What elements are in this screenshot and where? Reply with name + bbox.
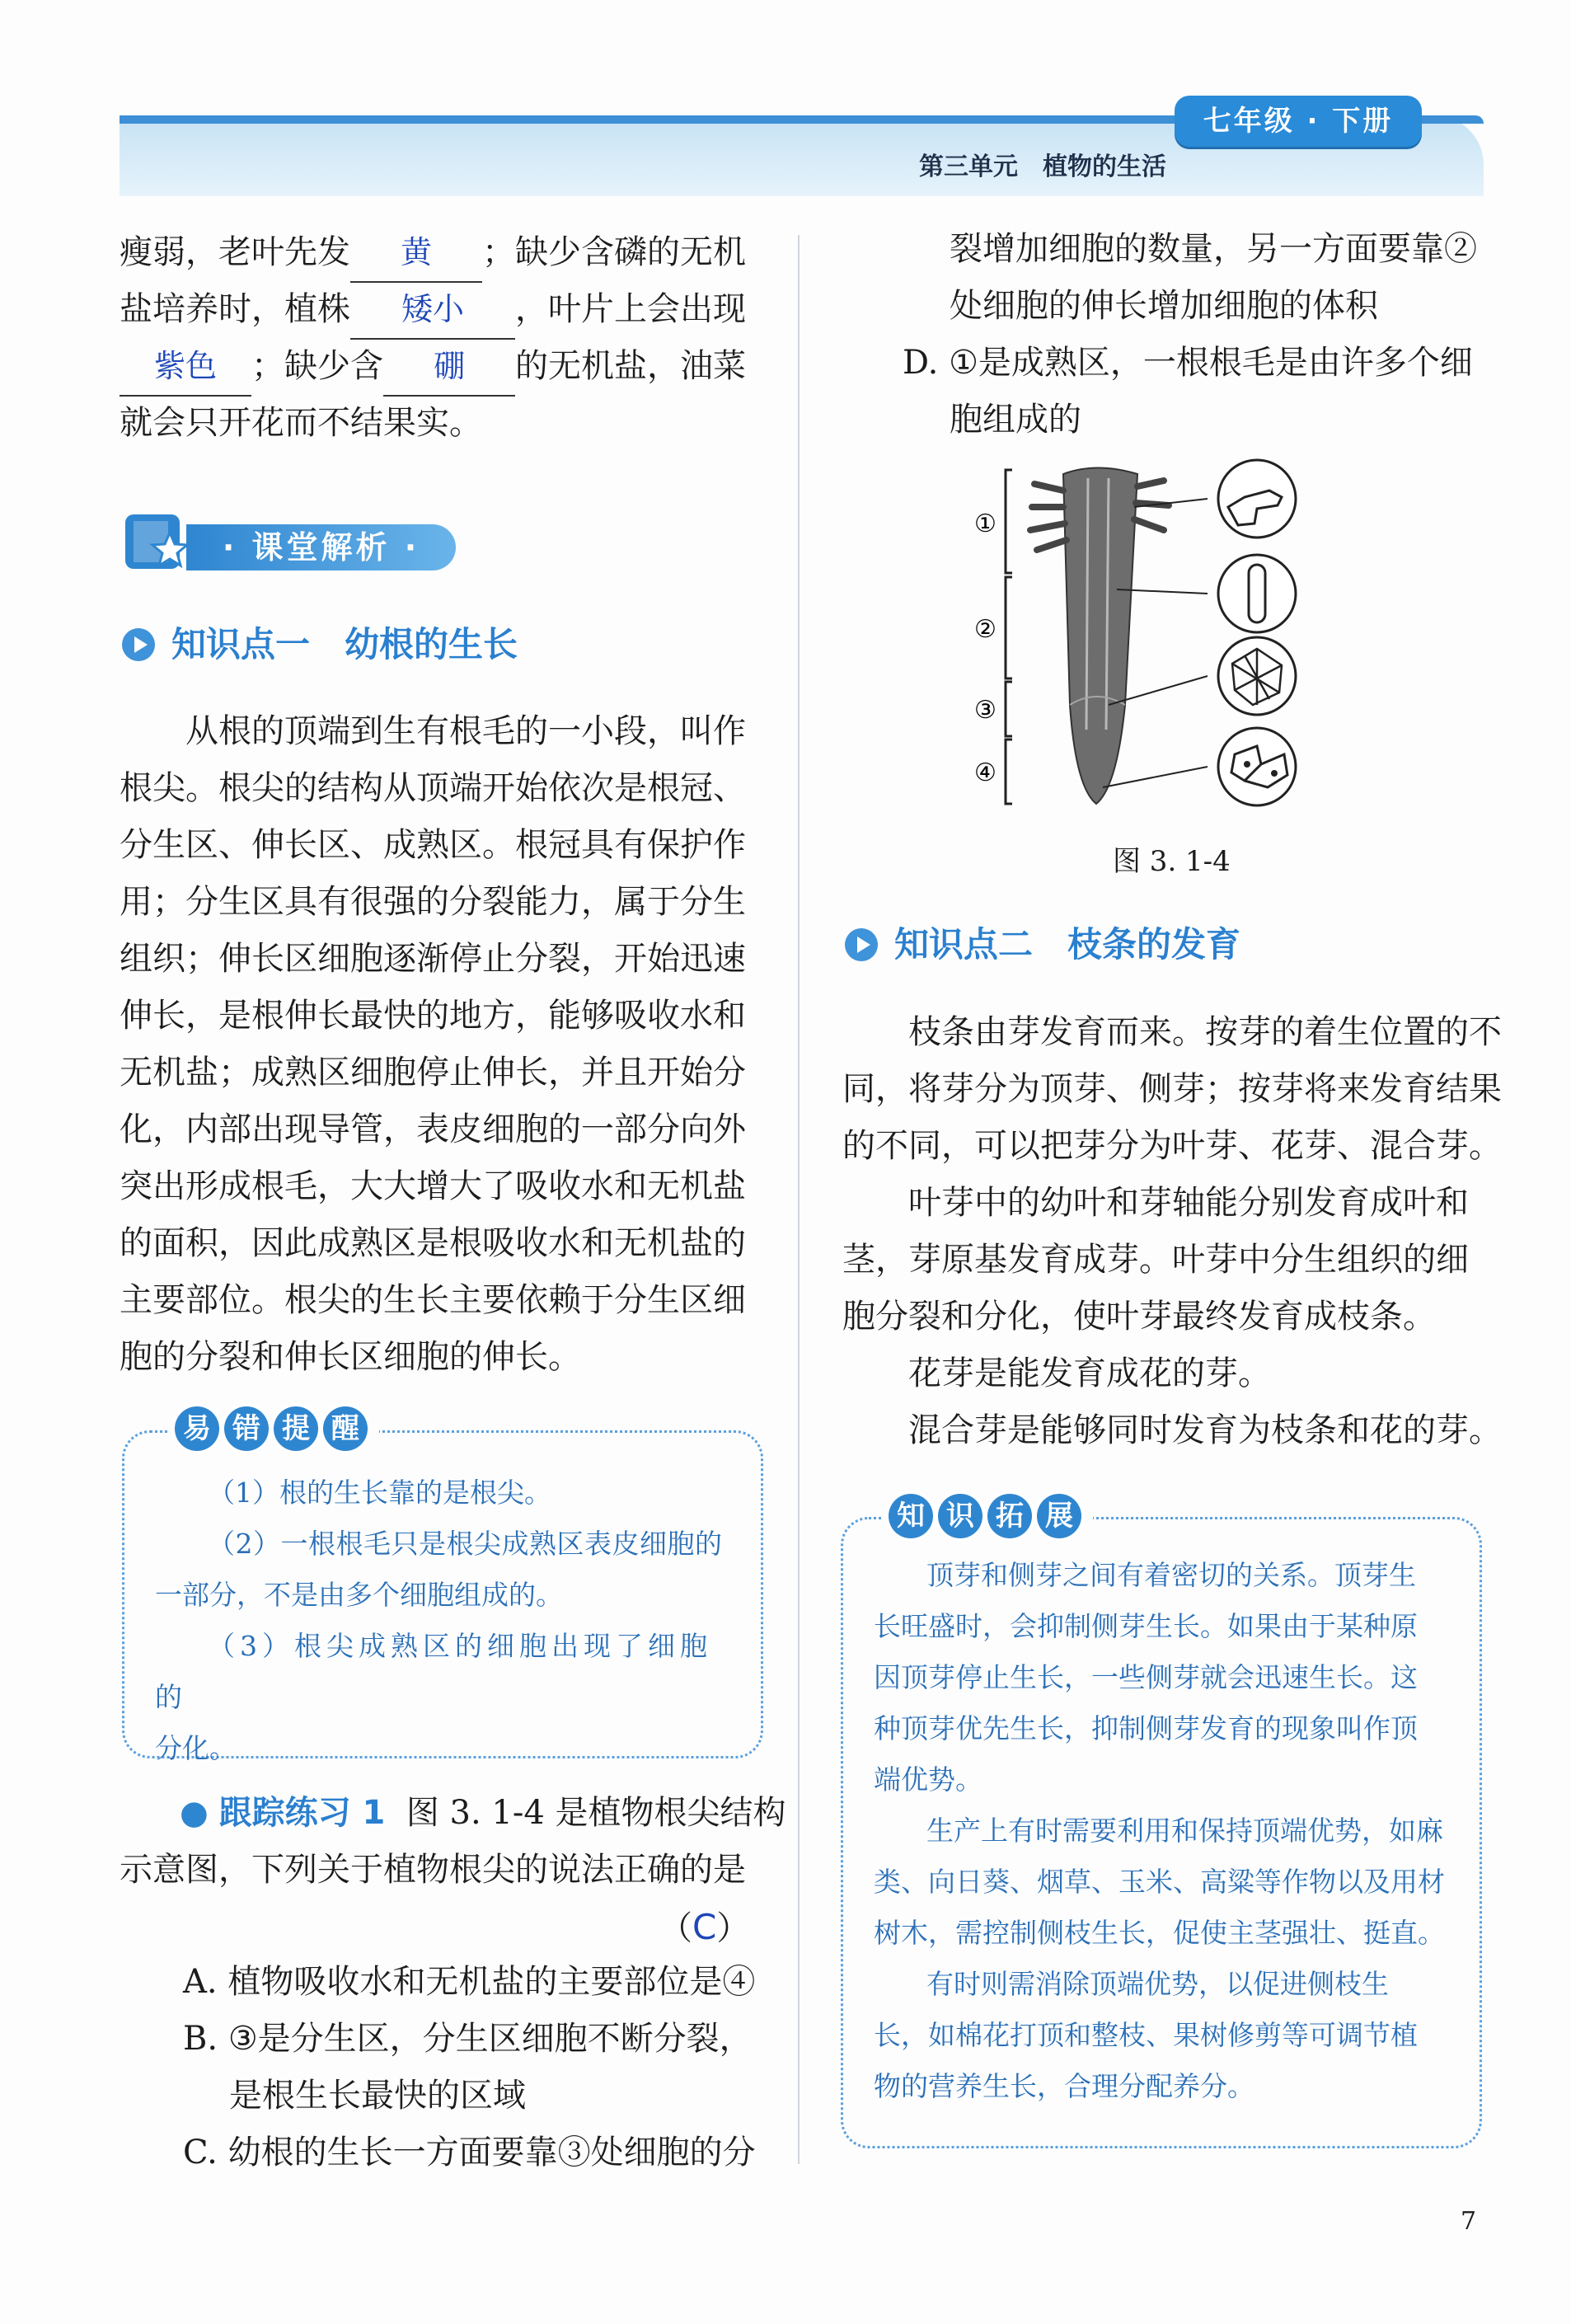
paragraph-line: 的不同，可以把芽分为叶芽、花芽、混合芽。 xyxy=(842,1127,1502,1165)
figure-caption: 图 3. 1-4 xyxy=(1113,845,1231,878)
mistake-line: 一部分，不是由多个细胞组成的。 xyxy=(155,1579,563,1611)
paragraph-line: 同，将芽分为顶芽、侧芽；按芽将来发育结果 xyxy=(842,1070,1502,1108)
expand-box-title xyxy=(882,1494,1093,1538)
badge-char: 提 xyxy=(274,1406,318,1451)
fill-line-4: 就会只开花而不结果实。 xyxy=(120,404,482,442)
expand-line: 生产上有时需要利用和保持顶端优势，如麻 xyxy=(926,1815,1443,1847)
exercise-stem-1 xyxy=(180,1785,786,1842)
option-c-cont-2: 处细胞的伸长增加细胞的体积 xyxy=(950,287,1378,325)
root-tip-figure xyxy=(973,458,1360,845)
paragraph-line: 从根的顶端到生有根毛的一小段，叫作 xyxy=(185,712,746,750)
paragraph-line: 无机盐；成熟区细胞停止伸长，并且开始分 xyxy=(120,1054,746,1092)
blank-4: 硼 xyxy=(383,338,515,397)
paren-open: （ xyxy=(659,1909,692,1947)
expand-line: 端优势。 xyxy=(874,1763,982,1796)
kp2-heading: 知识点二 枝条的发育 xyxy=(845,920,1339,970)
badge-char: 识 xyxy=(938,1494,982,1538)
paragraph-line: 的面积，因此成熟区是根吸收水和无机盐的 xyxy=(120,1224,746,1262)
unit-title: 第三单元 植物的生活 xyxy=(919,153,1166,181)
paragraph-line: 主要部位。根尖的生长主要依赖于分生区细 xyxy=(120,1281,746,1319)
mistake-box-title xyxy=(168,1406,379,1451)
exercise-stem-text: 图 3. 1-4 是植物根尖结构 xyxy=(406,1794,786,1832)
blank-3: 紫色 xyxy=(120,338,251,397)
expand-line: 长，如棉花打顶和整枝、果树修剪等可调节植 xyxy=(874,2019,1418,2051)
paragraph-line: 化，内部出现导管，表皮细胞的一部分向外 xyxy=(120,1110,746,1148)
exercise-label: 跟踪练习 1 xyxy=(218,1794,386,1832)
badge-char: 错 xyxy=(224,1406,269,1451)
grade-tab: 七年级 · 下册 xyxy=(1175,96,1422,147)
paragraph-line: 突出形成根毛，大大增大了吸收水和无机盐 xyxy=(120,1167,746,1205)
section-banner xyxy=(122,509,456,575)
option-a: A. 植物吸收水和无机盐的主要部位是④ xyxy=(183,1963,756,2001)
paragraph-line: 分生区、伸长区、成熟区。根冠具有保护作 xyxy=(120,826,746,864)
expand-line: 长旺盛时，会抑制侧芽生长。如果由于某种原 xyxy=(874,1610,1418,1642)
answer-bracket xyxy=(659,1899,749,1957)
paragraph-line: 花芽是能发育成花的芽。 xyxy=(908,1354,1271,1392)
fill-line-2: 盐培养时，植株 矮小 ，叶片上会出现 xyxy=(120,281,746,340)
page-number: 7 xyxy=(1461,2207,1477,2236)
exercise-stem-2: 示意图，下列关于植物根尖的说法正确的是 xyxy=(120,1851,746,1889)
mistake-box-text xyxy=(155,1467,740,1774)
paragraph-line: 伸长，是根伸长最快的地方，能够吸收水和 xyxy=(120,997,746,1035)
badge-char: 易 xyxy=(175,1406,219,1451)
paragraph-line: 叶芽中的幼叶和芽轴能分别发育成叶和 xyxy=(908,1184,1469,1222)
expand-line: 类、向日葵、烟草、玉米、高粱等作物以及用材 xyxy=(874,1866,1445,1898)
expand-line: 顶芽和侧芽之间有着密切的关系。顶芽生 xyxy=(926,1559,1416,1591)
fill-line-1: 瘦弱，老叶先发 黄 ；缺少含磷的无机 xyxy=(120,224,746,283)
option-d: D. ①是成熟区，一根根毛是由许多个细 xyxy=(903,344,1473,382)
play-icon xyxy=(122,628,155,661)
play-icon xyxy=(845,928,878,961)
expand-line: 物的营养生长，合理分配养分。 xyxy=(874,2070,1254,2102)
column-divider xyxy=(798,235,800,2164)
expand-line: 种顶芽优先生长，抑制侧芽发育的现象叫作顶 xyxy=(874,1712,1418,1744)
paragraph-line: 枝条由芽发育而来。按芽的着生位置的不 xyxy=(908,1013,1502,1051)
blank-1: 黄 xyxy=(350,224,482,283)
option-b-cont: 是根生长最快的区域 xyxy=(229,2077,526,2115)
paragraph-line: 胞的分裂和伸长区细胞的伸长。 xyxy=(120,1338,581,1376)
figure-label-2: ② xyxy=(974,615,997,644)
badge-char: 醒 xyxy=(323,1406,368,1451)
expand-line: 有时则需消除顶端优势，以促进侧枝生 xyxy=(926,1968,1389,2000)
expand-line: 因顶芽停止生长，一些侧芽就会迅速生长。这 xyxy=(874,1661,1418,1693)
paragraph-line: 混合芽是能够同时发育为枝条和花的芽。 xyxy=(908,1411,1502,1449)
mistake-line: （2）一根根毛只是根尖成熟区表皮细胞的 xyxy=(208,1528,723,1560)
option-b: B. ③是分生区，分生区细胞不断分裂， xyxy=(183,2020,753,2058)
badge-char: 展 xyxy=(1037,1494,1081,1538)
badge-char: 拓 xyxy=(987,1494,1032,1538)
paren-close: ） xyxy=(716,1909,750,1947)
option-d-cont: 胞组成的 xyxy=(950,401,1081,439)
figure-label-1: ① xyxy=(974,509,997,538)
paragraph-line: 胞分裂和分化，使叶芽最终发育成枝条。 xyxy=(842,1298,1436,1336)
option-c-cont-1: 裂增加细胞的数量，另一方面要靠② xyxy=(950,230,1477,268)
kp1-heading: 知识点一 幼根的生长 xyxy=(122,620,617,669)
blank-2: 矮小 xyxy=(350,281,515,340)
section-banner-label: · 课堂解析 · xyxy=(186,524,456,570)
paragraph-line: 组织；伸长区细胞逐渐停止分裂，开始迅速 xyxy=(120,940,746,978)
exercise-bullet: ● xyxy=(180,1794,209,1832)
mistake-line: （1）根的生长靠的是根尖。 xyxy=(208,1477,551,1509)
mistake-line: （3）根尖成熟区的细胞出现了细胞的 xyxy=(155,1630,712,1713)
badge-char: 知 xyxy=(889,1494,933,1538)
expand-box-text xyxy=(874,1550,1459,2112)
figure-label-4: ④ xyxy=(974,758,997,787)
fill-line-3: 紫色 ；缺少含 硼 的无机盐，油菜 xyxy=(120,338,746,397)
paragraph-line: 茎，芽原基发育成芽。叶芽中分生组织的细 xyxy=(842,1241,1469,1279)
mistake-line: 分化。 xyxy=(155,1732,237,1764)
paragraph-line: 根尖。根尖的结构从顶端开始依次是根冠、 xyxy=(120,769,746,807)
figure-label-3: ③ xyxy=(974,696,997,725)
option-c: C. 幼根的生长一方面要靠③处细胞的分 xyxy=(183,2134,756,2171)
answer-choice: C xyxy=(692,1907,717,1947)
paragraph-line: 用；分生区具有很强的分裂能力，属于分生 xyxy=(120,883,746,921)
expand-line: 树木，需控制侧枝生长，促使主茎强壮、挺直。 xyxy=(874,1917,1445,1949)
